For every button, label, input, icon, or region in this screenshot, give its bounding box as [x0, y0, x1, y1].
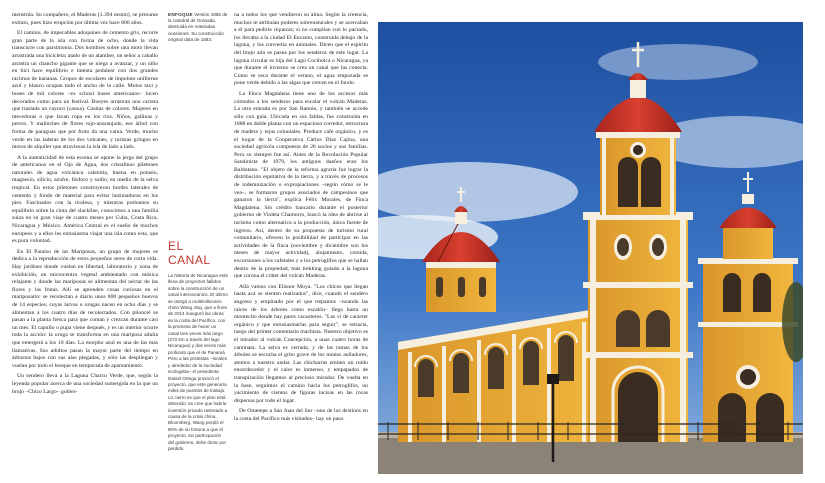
left-paragraph-2: El camino, de impecables adoquines de cemento gris, recorre gran parte de la isla con forma de ocho, donde la vida transcurre con parsimonia. Dos hombres sobre una moto llevan arrastrada una bicicleta; atado de un alambre, un señor a caballo arrastra un chancho gigante que se niega a avanzar, y un niño en bici hace equilibrio e intenta pedalear con dos grandes racimos de bananas. Grupos de escolares de impoluto uniforme azul y blanco ocupan todo el ancho de la calle. Motos taxi y buses de mil colores –ex school buses americanos– lucen decorados como para un festival. Bueyes arrastran una carreta que traslada un cayuco (canoa). Casitas de colores. Mujeres en mecedoras o que lavan ropa en los ríos. Niños, gallinas y perros. Y malinches de flores rojo-anaranjado, ese árbol con forma de paraguas que por fruto da una vaina. Verde, mucho verde en las laderas de los dos volcanes, y turistas gringos en motos de alquiler que atraviesan la isla de lado a lado. — [12, 30, 158, 151]
mid-paragraph-2: La Finca Magdalena tiene uno de los accesos más cómodos a los senderos para escalar el volcán Maderas. La otra entrada es por San Ramón, y también se accede sólo con guía. Ubicada en sus faldas, fue construida en 1888 en doble planta con un espacioso corredor, estructura de madera y tejas coloniales. Produce café orgánico, y es el hogar de la Cooperativa Carlos Díaz Cajina, una sociedad agrícola compuesta de 26 socios y sus familias. Pero su siempre fue así. Antes de la Revolución Popular Sandinista de 1979, los antiguos dueños eran los Baldotano. "El objeto de la reforma agraria fue lograr la distribución equitativa de la tierra, y a través de procesos de indemnización o expropiaciones –según cómo se le vea–, se formaron grupos asociados de campesinos que ganaron la tierra", explica Félix Morales, de Finca Magdalena. Sin crédito bancario durante el posterior gobierno de Violeta Chamorro, buscó la idea de abrirse al turismo como alternativa a la producción, única fuente de ingreso. Así, dentro de su propuesta de turismo rural comunitario, ofrecen la posibilidad de participar en las actividades de la finca (noviembre y diciembre son los meses de mayor actividad), alojamiento, comida, excursiones a los cafetales y a los petroglifos que se hallan dentro de la propiedad, más trekking guiado a la laguna que corona el cráter del volcán Maderas. — [234, 90, 368, 280]
caption-label: ENFOQUE — [168, 12, 193, 17]
photo-caption — [168, 12, 228, 43]
middle-text-column — [234, 12, 368, 474]
section-title: EL CANAL — [168, 239, 211, 268]
section-body: La historia de Nicaragua está llena de proyectos fallidos sobre la construcción de un canal interoceánico. El último se otorgó a multimillonario chino Wang Jing, que a fines de 2014 inauguró las obras en la costa del Pacífico, con la promesa de hacer un canal tres veces más largo (272 km a través del lago Nicaragua) y dos veces más profundo que el de Panamá. Pero a las protestas –locales y alrededor de la sociedad ecologista– el presidente Daniel Ortega provocó el proyecto, que este generaría miles de puestos de trabajo. Lo cierto es que el plan está detenido: se cree que habría inversión privado rastreado a causa de la crisis china. Bloomberg, Wang perdió el 80% de su fortuna a que el proyecto, sin participación del gobierno, debe dorar por perdido. — [168, 273, 228, 451]
left-paragraph-3: A la autenticidad de esta escena se opone la jerga del grupo de americanos en el Ojo de Agua, dos cristalinos piletones naturales de agua volcánica calentita, buena en potasio, magnesio, silicio, azufre, fósforo y sodio, en medio de la selva tropical. En estos piletones construyeron bordes laterales de cemento y fondo de material para evitar lastimaduras en los pies. Fascinados con la tirolesa, y mientras probamos su equilibrio sobre la cinta del slackline, conocimos a una familia suiza en su gran viaje de cuatro meses por Cuba, Costa Rica, Nicaragua y México. América Central es el sueño de muchos europeos y a ellos les entusiasma viajar una isla como esta, que es pura voluntad. — [12, 154, 158, 245]
left-paragraph-4: En El Paraíso de las Mariposas, un grupo de mujeres se dedica a la reproducción de estos pequeños seres de corta vida. Hay jardines donde vuelan en libertad, laboratorio y zona de exhibición, un microcentro vegetal ambientado con música relajante y donde las mariposas se alimentan del néctar de las flores y las frutas. Allí se aprenden cosas curiosas en el mariposario: se recolectan a diario unos 800 pequeños huevos de 14 especies, cuyas larvas u orugas nacen en ocho días y se alimentan a los cuatro días de recolectados. Con piloncel se pasan a la planta fresca para que coman y crezcan durante casi un mes. El capullo o pupa viene después, y es un interior ocurre toda la acción: la oruga se transforma en una mariposa adulta que emergerá a los 10 días. La morpho azul es una de las más llamativas. Sus adultos pasan la mayor parte del tiempo en árbustos bajos con sus alas plegadas, y sólo las despliegan y vuelan por todo el bosque en temporada de apareamiento. — [12, 248, 158, 369]
mid-paragraph-1: na a todos los que vendieron su alma. Según la creencia, muchos le atribuían poderes sobrenaturales y se acercaban a él para pedirle riquezas; si no cumplían con lo pactado, los llevaba a la ciudad El Encanto, construida debajo de la laguna, y los convertía en animales. Dicen que el espíritu del brujo aún se pasea por los senderos de este lugar. La laguna circular es hija del Lago Cocibolca o Nicaragua, ya que durante el invierno se crea un canal que las conecta. Como se seca durante el verano, el agua empozada se pone verde debido a las algas que crecen en el fondo. — [234, 12, 368, 87]
left-paragraph-5: Un sendero lleva a la Laguna Charco Verde, que, según la leyenda popular acerca de una sociedad sumergida en la que un brujo –Chico Largo– gobier- — [12, 373, 158, 395]
caption-text: Versión 1985 de la catedral de Granada, destruida en reiteradas ocasiones. Su construcción original data de 1583. — [168, 12, 228, 42]
cathedral-illustration — [378, 22, 803, 474]
sidebar-column — [168, 12, 228, 472]
left-text-column — [12, 12, 158, 474]
cathedral-photo — [378, 22, 803, 474]
left-paragraph-1: menstrúa. Su compañero, el Maderas (1.394 msnm), se presume extinto, pues hizo erupción por última vez hace 800 años. — [12, 12, 158, 26]
mid-paragraph-4: De Ometepe a San Juan del Sur –uno de los destinos en la costa del Pacífico más visitados– hay un paso. — [234, 408, 368, 422]
mid-paragraph-3: Allá vamos con Elísnor Moya. "Los chicos que llegan hasta acá se sienten realizados", dice, cuando el sendero angosto y empinado por el que trepamos –nuando las raíces de los árboles como escalón– llega hasta un montecito donde hay pares cacaoteros. "Las ví de carácter orgánico y que entusiasmarlas para seguir", se retracta, luego del primer comentario machista. Nuestro objetivo es el mirador al volcán Concepción, a unas cuatro horas de caminata. La selva es cerrada, y de las ramas de los árboles se escucha el grito grave de los monos aulladores, atentos a nuestro andar. Las chicharras emiten un ruido ensordecedor y el calor es inmenso, y empapados de transpiración llegamos al precioso mirador. De vuelta en la base, seguimos el camino hacia los petroglifos, un yacimiento de cientos de figuras incisas en las rocas dispersas por todo el lugar. — [234, 283, 368, 404]
